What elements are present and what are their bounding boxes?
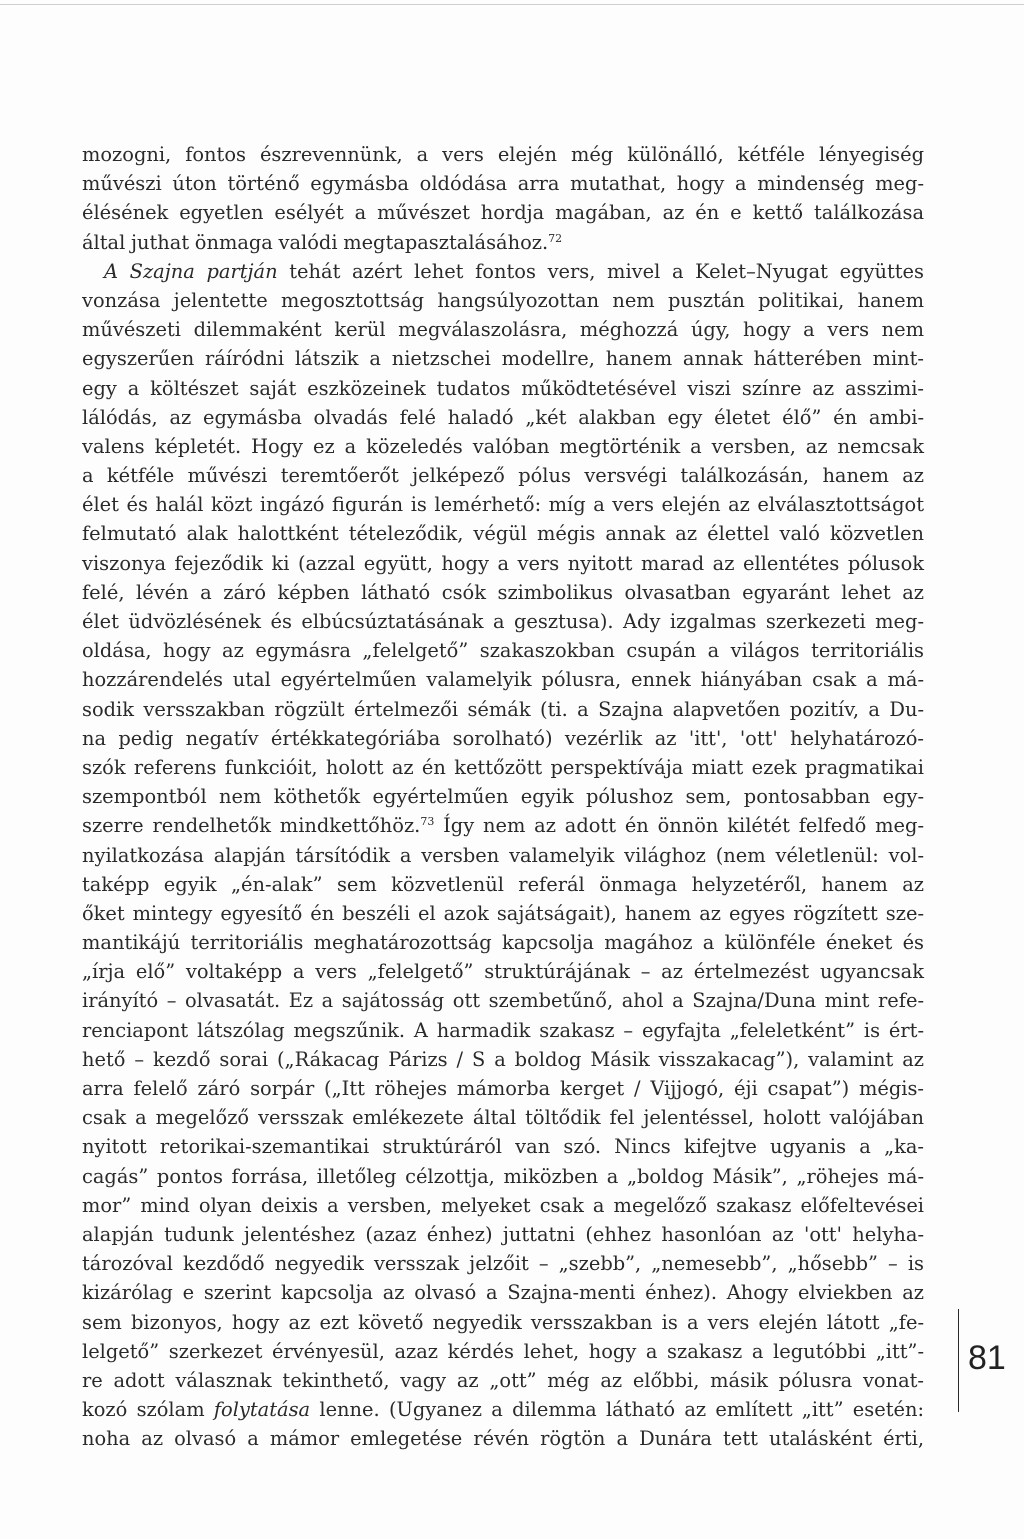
text-line: „írja elő” voltaképp a vers „felelgető” struktúrájának – az értelmezést ugyancsak xyxy=(82,960,924,984)
text-line: sodik versszakban rögzült értelmezői sémák (ti. a Szajna alapvetően pozitív, a Du- xyxy=(82,697,924,721)
poem-title: A Szajna partján xyxy=(104,259,278,283)
text-line: A Szajna partján tehát azért lehet fontos vers, mivel a Kelet–Nyugat együttes xyxy=(104,259,924,283)
text-line: élésének egyetlen esélyét a művészet hordja magában, az én e kettő találkozása xyxy=(82,201,924,225)
text-line: hozzárendelés utal egyértelműen valamelyik pólusra, ennek hiányában csak a má- xyxy=(82,668,924,692)
footnote-ref: 73 xyxy=(420,815,435,829)
text-line: hető – kezdő sorai („Rákacag Párizs / S a boldog Másik visszakacag”), valamint az xyxy=(82,1047,924,1071)
text-line: valens képletét. Hogy ez a közeledés valóban megtörténik a versben, az nemcsak xyxy=(82,434,924,458)
emphasis: folytatása xyxy=(213,1398,311,1422)
text-line: lálódás, az egymásba olvadás felé haladó „két alakban egy életet élő” én ambi- xyxy=(82,405,924,429)
text-line: szók referens funkcióit, holott az én kettőzött perspektívája miatt ezek pragmatikai xyxy=(82,755,924,779)
text-line: kizárólag e szerint kapcsolja az olvasó a Szajna-menti énhez). Ahogy elviekben az xyxy=(82,1281,924,1305)
text-line: művészi úton történő egymásba oldódása arra mutathat, hogy a mindenség meg- xyxy=(82,172,924,196)
text-line: sem bizonyos, hogy az ezt követő negyedik versszakban is a vers elején látott „fe- xyxy=(82,1310,924,1334)
text-line: szerre rendelhetők mindkettőhöz.$^{73}$ Így nem az adott én önnön kilétét felfedő meg- xyxy=(82,814,924,838)
page-number: 81 xyxy=(968,1339,1006,1377)
text-line: viszonya fejeződik ki (azzal együtt, hogy a vers nyitott marad az ellentétes pólusok xyxy=(82,551,924,575)
text-line: arra felelő záró sorpár („Itt röhejes mámorba kerget / Vijjogó, éji csapat”) mégis- xyxy=(82,1077,924,1100)
text-line: szempontból nem köthetők egyértelműen egyik pólushoz sem, pontosabban egy- xyxy=(82,785,924,809)
text-line: renciapont látszólag megszűnik. A harmadik szakasz – egyfajta „feleletként” is ért- xyxy=(82,1018,924,1042)
text-line: felé, lévén a záró képben látható csók szimbolikus olvasatban egyaránt lehet az xyxy=(82,580,924,604)
text-line: nyilatkozása alapján társítódik a versben valamelyik világhoz (nem véletlenül: vol- xyxy=(82,843,924,867)
text-line: mozogni, fontos észrevennünk, a vers elején még különálló, kétféle lényegiség xyxy=(82,143,924,166)
text-line: művészeti dilemmaként kerül megválaszolásra, méghozzá úgy, hogy a vers nem xyxy=(82,318,924,342)
text-line: csak a megelőző versszak emlékezete által töltődik fel jelentéssel, holott valójában xyxy=(82,1106,924,1130)
text-line: taképp egyik „én-alak” sem közvetlenül referál önmaga helyzetéről, hanem az xyxy=(82,872,924,896)
text-line: egy a költészet saját eszközeinek tudatos működtetésével viszi színre az asszimi- xyxy=(82,376,924,400)
text-line: őket mintegy egyesítő én beszéli el azok sajátságait), hanem az egyes rögzített sze- xyxy=(82,901,924,925)
text-line: kozó szólam folytatása lenne. (Ugyanez a dilemma látható az említett „itt” esetén: xyxy=(82,1398,924,1422)
text-line: tározóval kezdődő negyedik versszak jelzőit – „szebb”, „nemesebb”, „hősebb” – is xyxy=(82,1252,924,1276)
text-line: élet üdvözlésének és elbúcsúztatásának a gesztusa). Ady izgalmas szerkezeti meg- xyxy=(82,610,924,633)
text-line: irányító – olvasatát. Ez a sajátosság ott szembetűnő, ahol a Szajna/Duna mint refe- xyxy=(82,989,924,1013)
text-line: alapján tudunk jelentéshez (azaz énhez) juttatni (ehhez hasonlóan az 'ott' helyha- xyxy=(82,1222,924,1246)
text-line: nyitott retorikai-szemantikai struktúráról van szó. Nincs kifejtve ugyanis a „ka- xyxy=(82,1135,924,1159)
text-line: noha az olvasó a mámor emlegetése révén rögtön a Dunára tett utalásként érti, xyxy=(82,1427,924,1451)
footnote-ref: 72 xyxy=(548,231,563,245)
text-line: a kétféle művészi teremtőerőt jelképező pólus versvégi találkozásán, hanem az xyxy=(82,464,924,488)
text-line: lelgető” szerkezet érvényesül, azaz kérdés lehet, hogy a szakasz a legutóbbi „itt”- xyxy=(82,1339,924,1363)
text-line: mor” mind olyan deixis a versben, melyeket csak a megelőző szakasz előfeltevései xyxy=(82,1193,924,1217)
page-top-edge xyxy=(0,4,1024,5)
text-line: egyszerűen ráíródni látszik a nietzschei modellre, hanem annak hátterében mint- xyxy=(82,347,924,371)
text-line: oldása, hogy az egymásra „felelgető” szakaszokban csupán a világos territoriális xyxy=(82,639,924,663)
text-line: re adott válasznak tekinthető, vagy az „ott” még az előbbi, másik pólusra vonat- xyxy=(82,1368,924,1392)
text-line: élet és halál közt ingázó figurán is lemérhető: míg a vers elején az elválasztottságot xyxy=(82,493,924,517)
text-line: felmutató alak halottként tételeződik, végül mégis annak az élettel való közvetlen xyxy=(82,522,924,546)
text-line: által juthat önmaga valódi megtapasztalásához.$^{72}$ xyxy=(82,230,563,254)
text-line: cagás” pontos forrása, illetőleg célzottja, miközben a „boldog Másik”, „röhejes má- xyxy=(82,1164,924,1188)
text-line: mantikájú territoriális meghatározottság kapcsolja magához a különféle éneket és xyxy=(82,931,924,955)
text-line: na pedig negatív értékkategóriába sorolható) vezérlik az 'itt', 'ott' helyhatározó- xyxy=(82,726,924,750)
text-line: vonzása jelentette megosztottság hangsúlyozottan nem pusztán politikai, hanem xyxy=(82,288,924,312)
body-text xyxy=(82,140,924,1453)
folio-rule xyxy=(958,1309,959,1412)
